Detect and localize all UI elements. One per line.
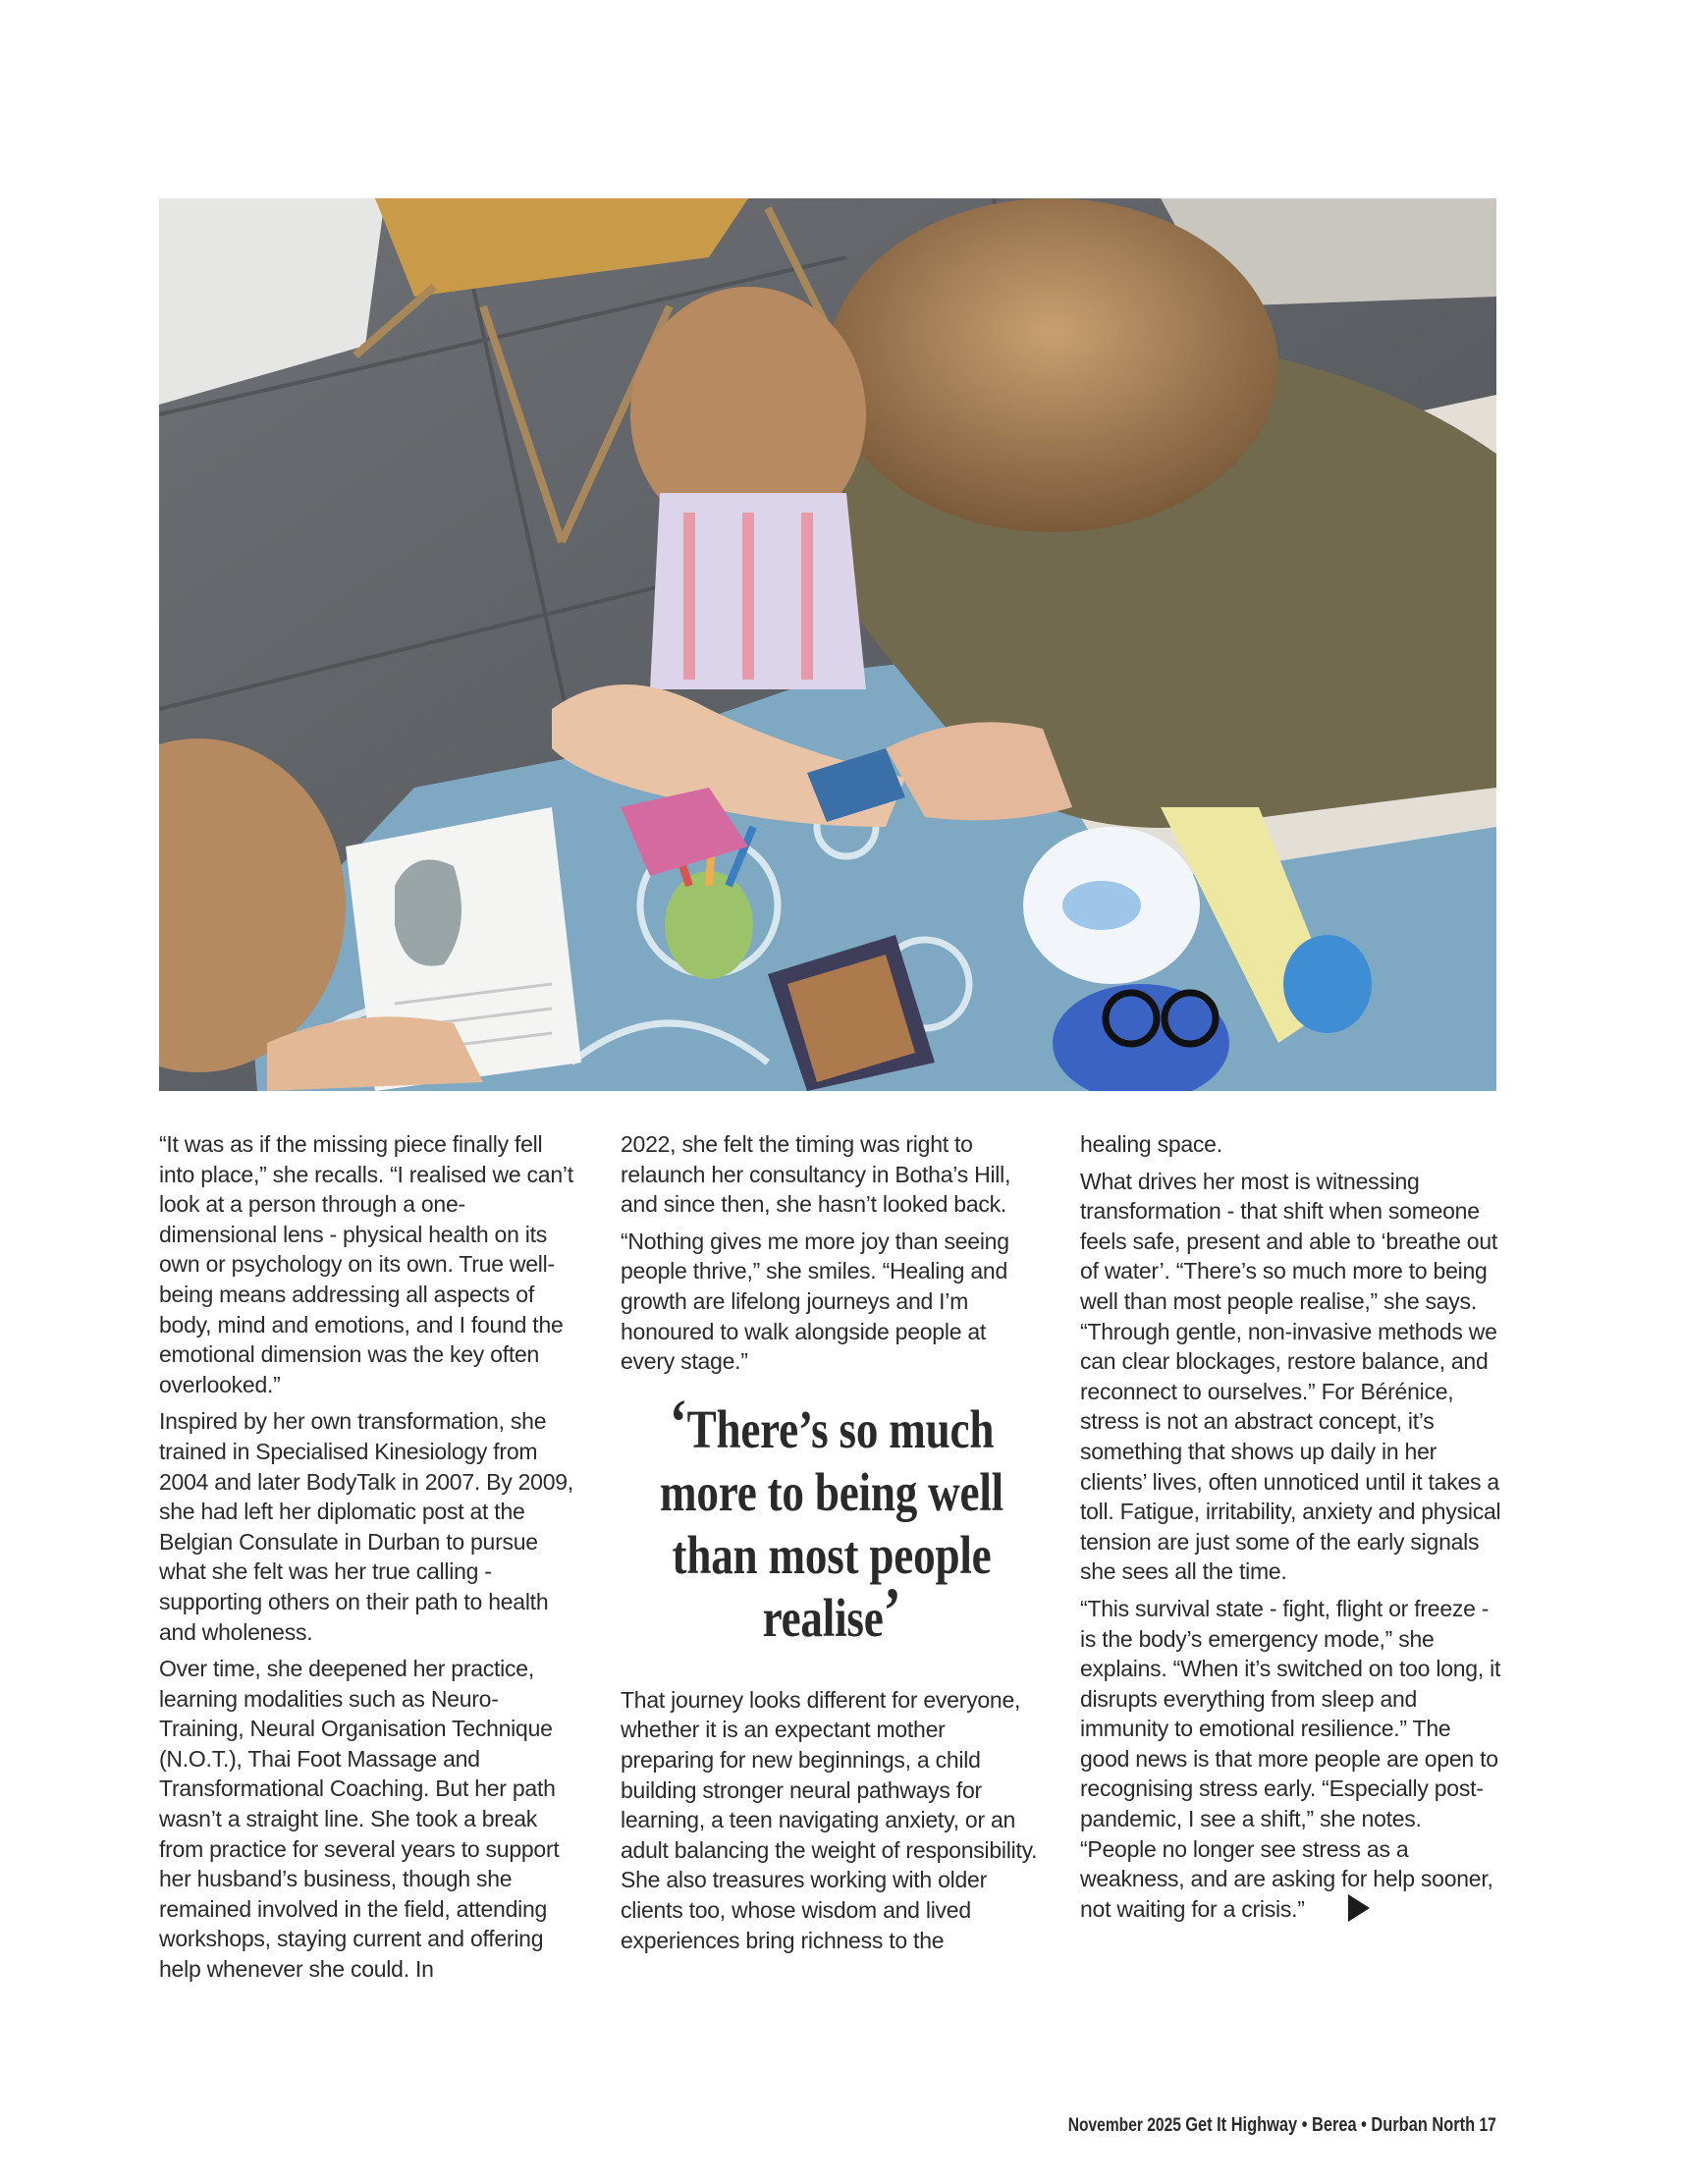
paragraph: “It was as if the missing piece finally fell into place,” she recalls. “I realised we can’t look at a person through a one-dimensional lens - physical health on its own or psychology on its own. True well-being means addressing all aspects of body, mind and emotions, and I found the emotional dimension was the key often overlooked.”	[159, 1131, 573, 1397]
article-column-3	[1080, 1129, 1502, 1931]
paragraph: 2022, she felt the timing was right to relaunch her consultancy in Botha’s Hill, and since then, she hasn’t looked back.	[621, 1131, 1011, 1218]
pull-quote-open-mark: ‘	[669, 1386, 687, 1458]
article-column-1	[159, 1129, 581, 1992]
paragraph: Inspired by her own transformation, she trained in Specialised Kinesiology from 2004 and later BodyTalk in 2007. By 2009, she had left her diplomatic post at the Belgian Consulate in Durban to pursue what she felt was her true calling - supporting others on their path to health and wholeness.	[159, 1408, 573, 1645]
page-number: 17	[1479, 2115, 1496, 2136]
article-column-2	[621, 1129, 1043, 1962]
footer-magazine: Get It Highway • Berea • Durban North	[1185, 2114, 1476, 2136]
paragraph: “Nothing gives me more joy than seeing people thrive,” she smiles. “Healing and growth are lifelong journeys and I’m honoured to walk alongside people at every stage.”	[621, 1228, 1009, 1375]
photo-illustration	[159, 198, 1496, 1091]
paragraph: Over time, she deepened her practice, learning modalities such as Neuro-Training, Neural Organisation Technique (N.O.T.), Thai Foot Massage and Transformational Coaching. But her path wasn’t a straight line. She took a break from practice for several years to support her husband’s business, though she remained involved in the field, attending workshops, staying current and offering help whenever she could. In	[159, 1656, 560, 1983]
pull-quote-close-mark: ’	[883, 1574, 901, 1647]
paragraph-text: “This survival state - fight, flight or freeze - is the body’s emergency mode,” she explains. “When it’s switched on too long, it disrupts everything from sleep and immunity to emotional resilience.” The good news is that more people are open to recognising stress early. “Especially post-pandemic, I see a shift,” she notes. “People no longer see stress as a weakness, and are asking for help sooner, not waiting for a crisis.”	[1080, 1595, 1501, 1922]
continue-arrow-icon	[1348, 1894, 1370, 1922]
footer-date: November 2025	[1067, 2115, 1182, 2136]
page-footer	[1068, 2114, 1496, 2137]
paragraph: healing space.	[1080, 1131, 1222, 1157]
article-photo	[159, 198, 1496, 1091]
paragraph-last	[1080, 1594, 1502, 1925]
paragraph: That journey looks different for everyone, whether it is an expectant mother preparing for new beginnings, a child building stronger neural pathways for learning, a teen navigating anxiety, or an adult balancing the weight of responsibility. She also treasures working with older clients too, whose wisdom and lived experiences bring richness to the	[621, 1686, 1038, 1953]
pull-quote-text: There’s so much more to being well than most people realise	[660, 1398, 1003, 1648]
paragraph: What drives her most is witnessing transformation - that shift when someone feels safe, present and able to ‘breathe out of water’. “There’s so much more to being well than most people realise,” she says. “Through gentle, non-invasive methods we can clear blockages, restore balance, and reconnect to ourselves.” For Bérénice, stress is not an abstract concept, it’s something that shows up daily in her clients’ lives, often unnoticed until it takes a toll. Fatigue, irritability, anxiety and physical tension are just some of the early signals she sees all the time.	[1080, 1168, 1501, 1585]
pull-quote	[642, 1386, 1020, 1650]
